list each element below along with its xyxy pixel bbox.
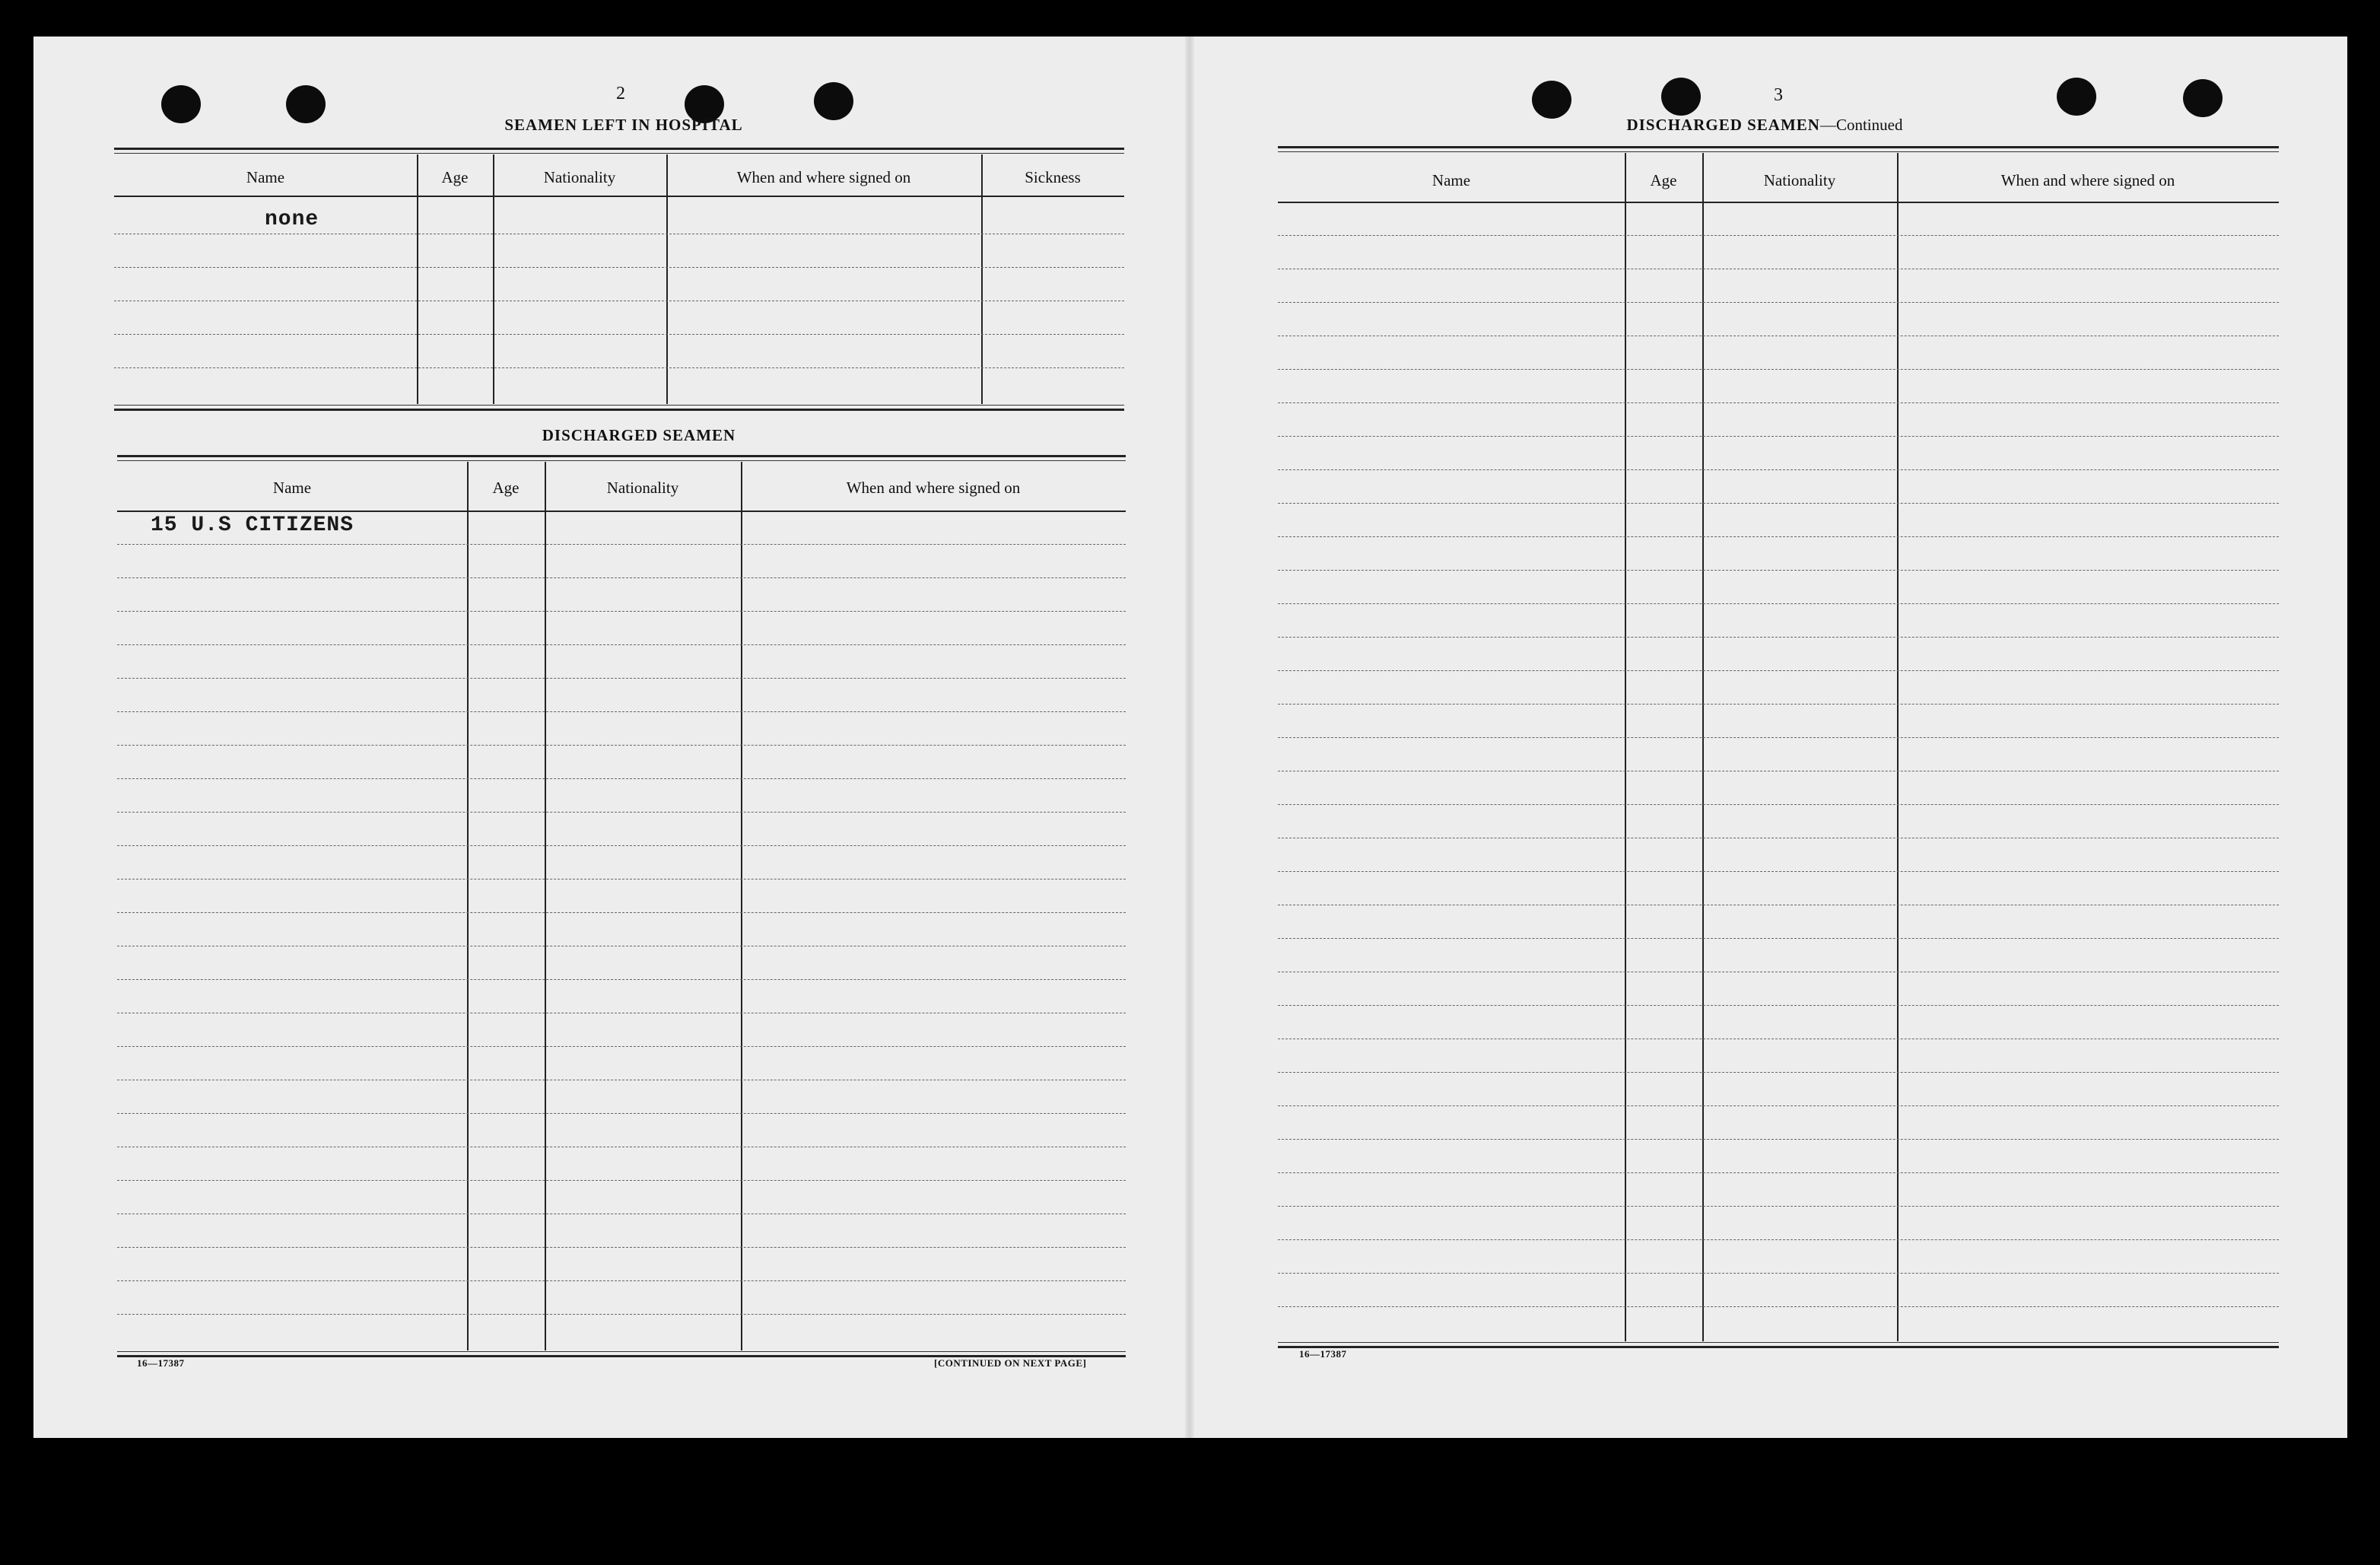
column-divider <box>1702 153 1704 1341</box>
column-header-age: Age <box>441 168 469 186</box>
column-divider <box>417 154 418 404</box>
row-rule <box>117 812 1126 813</box>
row-rule <box>1278 369 2279 370</box>
row-rule <box>1278 436 2279 437</box>
row-rule <box>117 1113 1126 1114</box>
row-rule <box>117 1180 1126 1181</box>
row-rule <box>1278 670 2279 671</box>
row-rule <box>1278 1005 2279 1006</box>
row-rule <box>1278 536 2279 537</box>
right-section-title-suffix: —Continued <box>1819 116 1903 134</box>
column-divider <box>467 462 469 1350</box>
column-divider <box>1897 153 1899 1341</box>
column-divider <box>545 462 546 1350</box>
row-rule <box>117 979 1126 980</box>
row-rule <box>1278 871 2279 872</box>
punch-hole <box>1532 81 1571 119</box>
column-header-nationality: Nationality <box>606 479 679 497</box>
row-rule <box>114 267 1124 268</box>
right-section-title <box>1536 116 1993 135</box>
row-rule <box>117 778 1126 779</box>
page-fold <box>1185 37 1194 1438</box>
punch-hole <box>286 85 326 123</box>
row-rule <box>1278 1172 2279 1173</box>
row-rule <box>117 611 1126 612</box>
row-rule <box>117 1247 1126 1248</box>
column-divider <box>741 462 742 1350</box>
hospital-table-header <box>114 154 1124 197</box>
row-rule <box>117 745 1126 746</box>
row-rule <box>1278 1072 2279 1073</box>
form-number-right: 16—17387 <box>1299 1348 1347 1360</box>
page-number-left: 2 <box>616 84 625 103</box>
column-divider <box>1625 153 1626 1341</box>
punch-hole <box>814 82 853 120</box>
row-rule <box>117 678 1126 679</box>
column-header-signed-on: When and where signed on <box>2000 171 2175 189</box>
row-rule <box>117 879 1126 880</box>
row-rule <box>117 845 1126 846</box>
form-number-left: 16—17387 <box>137 1357 185 1369</box>
column-header-signed-on: When and where signed on <box>846 479 1021 497</box>
row-rule <box>117 577 1126 578</box>
discharged-continued-table <box>1278 146 2279 1348</box>
column-divider <box>666 154 668 404</box>
row-rule <box>1278 737 2279 738</box>
row-rule <box>114 367 1124 368</box>
punch-hole <box>2183 79 2223 117</box>
column-header-signed-on: When and where signed on <box>736 168 911 186</box>
column-divider <box>493 154 494 404</box>
punch-hole <box>2057 78 2096 116</box>
column-header-name: Name <box>272 479 312 497</box>
discharged-table <box>117 455 1126 1357</box>
row-rule <box>1278 938 2279 939</box>
row-rule <box>1278 469 2279 470</box>
row-rule <box>1278 637 2279 638</box>
hospital-section-title: SEAMEN LEFT IN HOSPITAL <box>504 116 743 134</box>
row-rule <box>1278 302 2279 303</box>
row-rule <box>1278 704 2279 705</box>
continued-note: [CONTINUED ON NEXT PAGE] <box>934 1357 1087 1369</box>
column-header-age: Age <box>492 479 520 497</box>
row-rule <box>114 334 1124 335</box>
discharged-continued-header <box>1278 153 2279 203</box>
column-header-age: Age <box>1650 171 1677 189</box>
row-rule <box>117 644 1126 645</box>
row-rule <box>117 711 1126 712</box>
row-rule <box>1278 570 2279 571</box>
punch-hole <box>1661 78 1701 116</box>
page-number-right: 3 <box>1774 85 1783 105</box>
row-rule <box>117 1046 1126 1047</box>
column-header-nationality: Nationality <box>1763 171 1836 189</box>
row-rule <box>117 544 1126 545</box>
discharged-table-header <box>117 462 1126 512</box>
column-header-sickness: Sickness <box>1025 168 1081 186</box>
hospital-entry: none <box>265 208 319 231</box>
row-rule <box>1278 1105 2279 1106</box>
column-header-name: Name <box>1431 171 1471 189</box>
row-rule <box>117 1280 1126 1281</box>
row-rule <box>1278 1206 2279 1207</box>
column-divider <box>981 154 983 404</box>
row-rule <box>1278 603 2279 604</box>
row-rule <box>117 912 1126 913</box>
hospital-table <box>114 148 1124 411</box>
row-rule <box>1278 1239 2279 1240</box>
column-header-name: Name <box>246 168 285 186</box>
row-rule <box>1278 402 2279 403</box>
right-section-title-main: DISCHARGED SEAMEN <box>1626 116 1820 134</box>
row-rule <box>1278 235 2279 236</box>
row-rule <box>1278 503 2279 504</box>
punch-hole <box>161 85 201 123</box>
discharged-section-title: DISCHARGED SEAMEN <box>542 426 736 444</box>
row-rule <box>1278 1306 2279 1307</box>
row-rule <box>1278 1139 2279 1140</box>
column-header-nationality: Nationality <box>543 168 616 186</box>
row-rule <box>1278 804 2279 805</box>
discharged-entry: 15 U.S CITIZENS <box>151 514 354 537</box>
row-rule <box>117 1314 1126 1315</box>
row-rule <box>1278 1273 2279 1274</box>
